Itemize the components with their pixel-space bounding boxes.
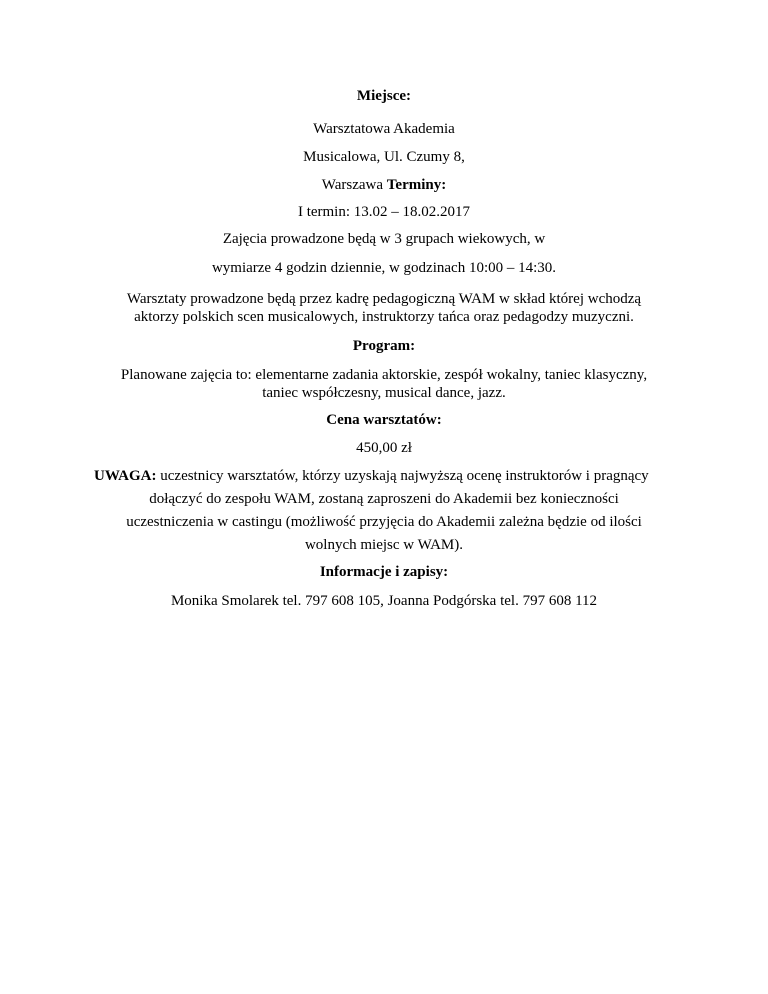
price-heading: Cena warsztatów:: [326, 412, 442, 428]
place-city: Warszawa: [321, 177, 384, 193]
place-heading: Miejsce:: [356, 88, 412, 104]
program-heading: Program:: [352, 338, 416, 354]
place-line-1: Warsztatowa Akademia: [313, 121, 455, 137]
price-value: 450,00 zł: [356, 440, 412, 456]
place-and-terms-line: [0, 176, 768, 194]
classes-line-1: Zajęcia prowadzone będą w 3 grupach wiekowych, w: [222, 231, 546, 247]
program-line-2: taniec współczesny, musical dance, jazz.: [262, 385, 506, 401]
contact-heading: Informacje i zapisy:: [319, 564, 449, 580]
note-line-4: wolnych miejsc w WAM).: [304, 537, 464, 553]
note-line-2: dołączyć do zespołu WAM, zostaną zaproszeni do Akademii bez konieczności: [149, 491, 619, 507]
staff-line-1: Warsztaty prowadzone będą przez kadrę pedagogiczną WAM w skład której wchodzą: [126, 291, 642, 307]
note-line-3: uczestniczenia w castingu (możliwość przyjęcia do Akademii zależna będzie od ilości: [126, 514, 642, 530]
note-line-1: [94, 467, 649, 485]
contact-line: Monika Smolarek tel. 797 608 105, Joanna Podgórska tel. 797 608 112: [170, 593, 598, 609]
staff-line-2: aktorzy polskich scen musicalowych, instruktorzy tańca oraz pedagodzy muzyczni.: [134, 309, 634, 325]
note-text-1: uczestnicy warsztatów, którzy uzyskają najwyższą ocenę instruktorów i pragnący: [156, 468, 649, 484]
place-line-2: Musicalowa, Ul. Czumy 8,: [303, 149, 465, 165]
program-line-1: Planowane zajęcia to: elementarne zadania aktorskie, zespół wokalny, taniec klasyczny,: [120, 367, 648, 383]
term-1: I termin: 13.02 – 18.02.2017: [297, 204, 471, 220]
note-label: UWAGA:: [94, 468, 157, 484]
classes-line-2: wymiarze 4 godzin dziennie, w godzinach 10:00 – 14:30.: [211, 260, 557, 276]
terms-heading: Terminy:: [386, 177, 447, 193]
